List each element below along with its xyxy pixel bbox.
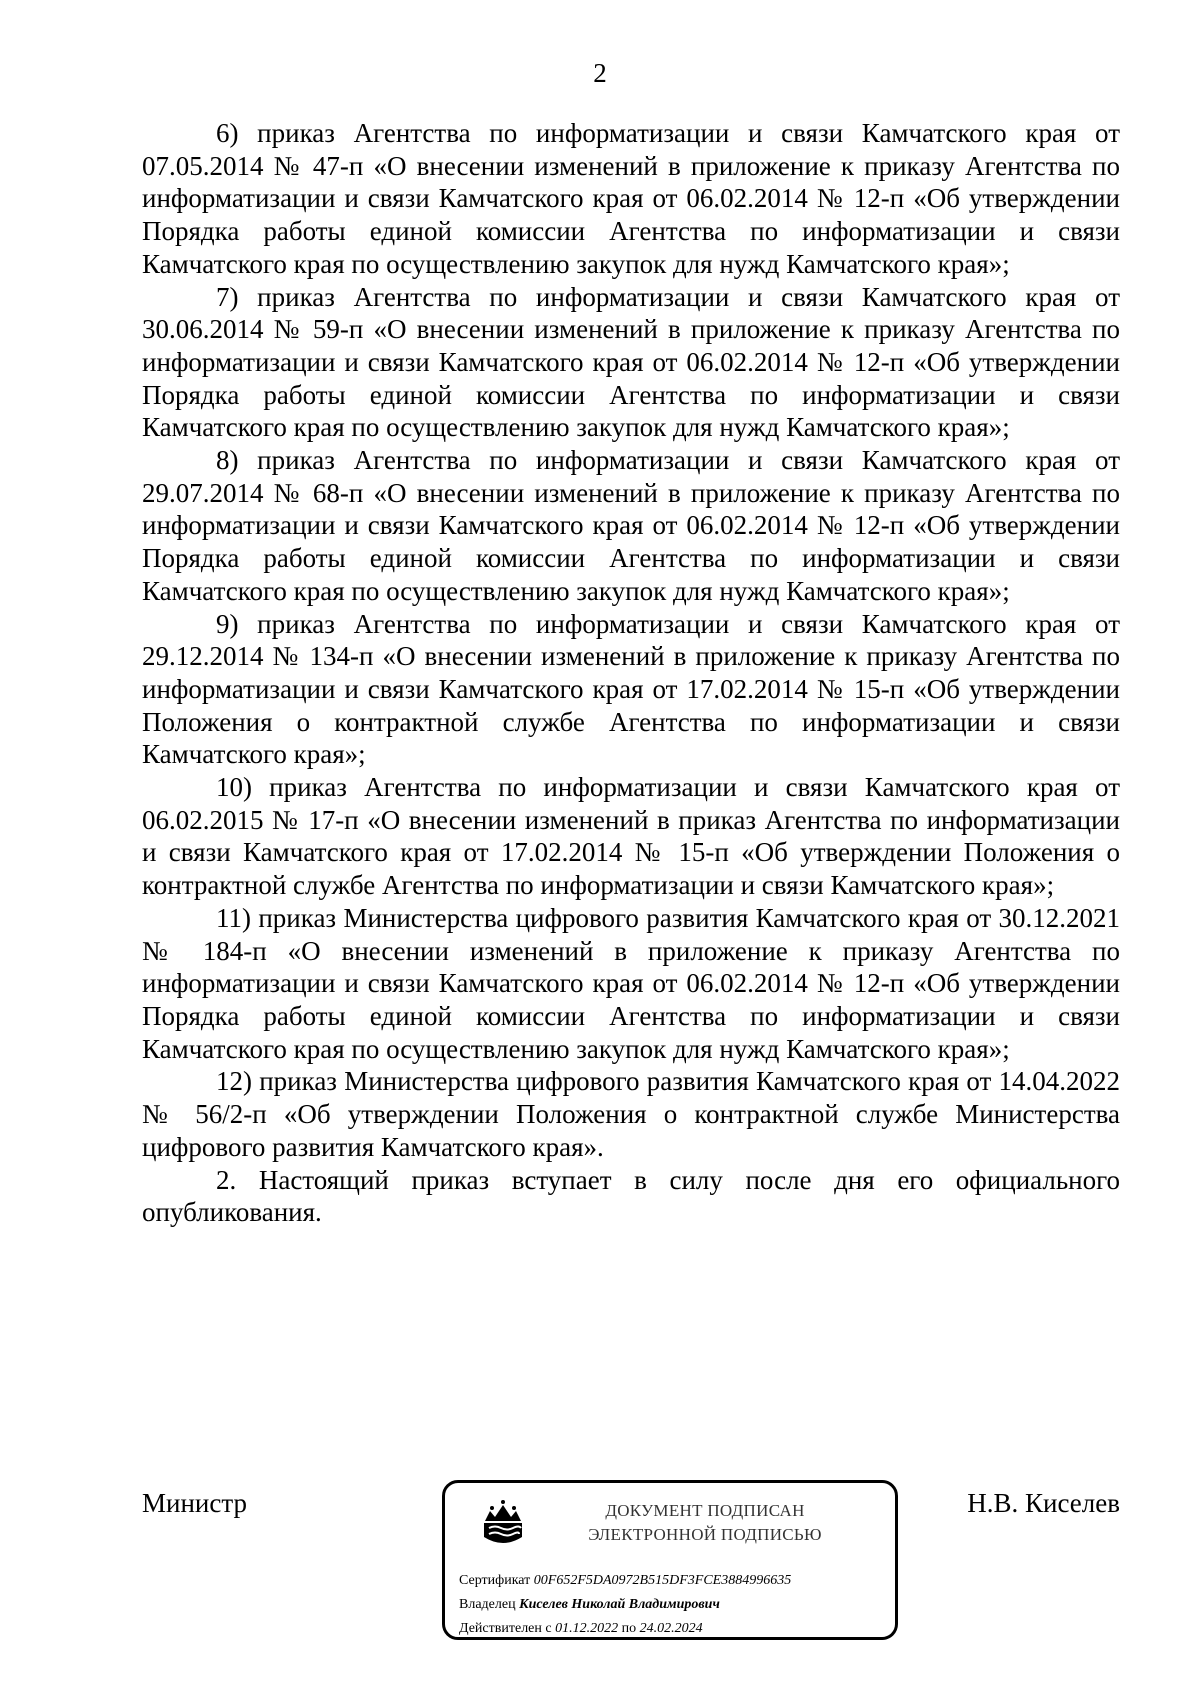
certificate-label: Сертификат — [459, 1573, 531, 1588]
stamp-owner-line — [459, 1593, 889, 1617]
paragraph-item-12: 12) приказ Министерства цифрового развития Камчатского края от 14.04.2022 № 56/2-п «Об утверждении Положения о контрактной службе Министерства цифрового развития Камчатского края». — [142, 1066, 1120, 1162]
stamp-header-line-2: ЭЛЕКТРОННОЙ ПОДПИСЬЮ — [588, 1525, 822, 1544]
owner-label: Владелец — [459, 1597, 516, 1612]
owner-value: Киселев Николай Владимирович — [519, 1597, 720, 1612]
electronic-signature-stamp — [442, 1480, 898, 1640]
document-body — [142, 117, 1120, 1229]
valid-label: Действителен с — [459, 1621, 552, 1636]
stamp-header — [555, 1499, 855, 1547]
paragraph-item-11: 11) приказ Министерства цифрового развития Камчатского края от 30.12.2021 № 184-п «О внесении изменений в приложение к приказу Агентства по информатизации и связи Камчатского края от 06.02.2014 № 12-п «Об утверждении Порядка работы единой комиссии Агентства по информатизации и связи Камчатского края по осуществлению закупок для нужд Камчатского края»; — [142, 902, 1120, 1064]
stamp-header-line-1: ДОКУМЕНТ ПОДПИСАН — [605, 1501, 805, 1520]
stamp-validity-line — [459, 1617, 889, 1641]
certificate-value: 00F652F5DA0972B515DF3FCE3884996635 — [533, 1573, 792, 1588]
stamp-details — [459, 1569, 889, 1641]
valid-to-label: по — [621, 1621, 637, 1636]
paragraph-item-9: 9) приказ Агентства по информатизации и связи Камчатского края от 29.12.2014 № 134-п «О внесении изменений в приложение к приказу Агентства по информатизации и связи Камчатского края от 17.02.2014 № 15-п «Об утверждении Положения о контрактной службе Агентства по информатизации и связи Камчатского края»; — [142, 608, 1120, 770]
stamp-certificate-line — [459, 1569, 889, 1593]
valid-to: 24.02.2024 — [639, 1621, 703, 1636]
paragraph-item-10: 10) приказ Агентства по информатизации и связи Камчатского края от 06.02.2015 № 17-п «О внесении изменений в приказ Агентства по информатизации и связи Камчатского края от 17.02.2014 № 15-п «Об утверждении Положения о контрактной службе Агентства по информатизации и связи Камчатского края»; — [142, 772, 1120, 901]
paragraph-item-7: 7) приказ Агентства по информатизации и связи Камчатского края от 30.06.2014 № 59-п «О внесении изменений в приложение к приказу Агентства по информатизации и связи Камчатского края от 06.02.2014 № 12-п «Об утверждении Порядка работы единой комиссии Агентства по информатизации и связи Камчатского края по осуществлению закупок для нужд Камчатского края»; — [142, 281, 1120, 443]
paragraph-item-8: 8) приказ Агентства по информатизации и связи Камчатского края от 29.07.2014 № 68-п «О внесении изменений в приложение к приказу Агентства по информатизации и связи Камчатского края от 06.02.2014 № 12-п «Об утверждении Порядка работы единой комиссии Агентства по информатизации и связи Камчатского края по осуществлению закупок для нужд Камчатского края»; — [142, 445, 1120, 606]
page-number: 2 — [593, 58, 607, 88]
signer-name: Н.В. Киселев — [967, 1488, 1120, 1518]
valid-from: 01.12.2022 — [555, 1621, 619, 1636]
signature-block — [142, 1486, 1120, 1666]
paragraph-effective-date: 2. Настоящий приказ вступает в силу после дня его официального опубликования. — [142, 1164, 1120, 1228]
kamchatka-emblem-icon — [481, 1499, 525, 1549]
paragraph-item-6: 6) приказ Агентства по информатизации и связи Камчатского края от 07.05.2014 № 47-п «О внесении изменений в приложение к приказу Агентства по информатизации и связи Камчатского края от 06.02.2014 № 12-п «Об утверждении Порядка работы единой комиссии Агентства по информатизации и связи Камчатского края по осуществлению закупок для нужд Камчатского края»; — [142, 118, 1120, 279]
signer-title: Министр — [142, 1488, 247, 1518]
